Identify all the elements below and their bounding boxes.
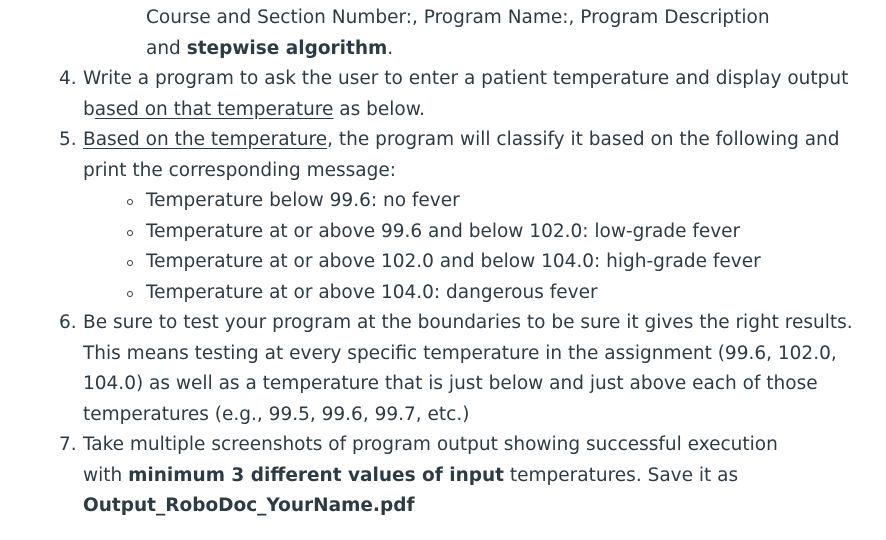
item-number: 7. xyxy=(59,434,77,455)
item-text: as below. xyxy=(333,98,426,120)
item-text: Be sure to test your program at the boundaries to be sure it gives the right results. xyxy=(83,312,853,333)
list-item-6-cont xyxy=(0,369,886,400)
sub-item-text: Temperature at or above 104.0: dangerous fever xyxy=(146,281,598,303)
bold-text: stepwise algorithm xyxy=(186,37,388,59)
item-text: print the corresponding message: xyxy=(83,159,396,181)
sub-item-text: Temperature below 99.6: no fever xyxy=(146,190,460,211)
circle-bullet-icon xyxy=(127,230,133,236)
intro-line-2 xyxy=(0,34,886,65)
assignment-instructions xyxy=(0,3,886,522)
item-text: , the program will classify it based on the following and xyxy=(327,129,840,150)
list-item-7-cont xyxy=(0,491,886,522)
intro-text: . xyxy=(387,37,394,59)
sub-list-item xyxy=(0,186,886,217)
list-item-5 xyxy=(0,125,886,156)
underlined-text: Based on the temperature xyxy=(83,129,328,150)
sub-item-text: Temperature at or above 102.0 and below 104.0: high-grade fever xyxy=(146,251,761,272)
circle-bullet-icon xyxy=(127,260,133,266)
item-text: temperatures. Save it as xyxy=(504,464,739,486)
item-text: This means testing at every specific temperature in the assignment (99.6, 102.0, xyxy=(83,342,837,364)
item-number: 4. xyxy=(59,68,77,89)
intro-text: Course and Section Number:, Program Name:, Program Description xyxy=(146,7,770,28)
item-text: Take multiple screenshots of program output showing successful execution xyxy=(83,434,778,455)
item-text: b xyxy=(83,98,95,120)
intro-line-1 xyxy=(0,3,886,34)
output-filename: Output_RoboDoc_YourName.pdf xyxy=(83,495,415,516)
list-item-4 xyxy=(0,64,886,95)
list-item-6-cont xyxy=(0,339,886,370)
item-text: Write a program to ask the user to enter a patient temperature and display output xyxy=(83,68,849,89)
sub-list-item xyxy=(0,278,886,309)
list-item-5-cont xyxy=(0,156,886,187)
sub-list-item xyxy=(0,247,886,278)
sub-list-item xyxy=(0,217,886,248)
sub-item-text: Temperature at or above 99.6 and below 102.0: low-grade fever xyxy=(146,220,741,242)
list-item-4-cont xyxy=(0,95,886,126)
circle-bullet-icon xyxy=(127,199,133,205)
item-text: temperatures (e.g., 99.5, 99.6, 99.7, etc.) xyxy=(83,403,470,425)
list-item-7 xyxy=(0,430,886,461)
list-item-6-cont xyxy=(0,400,886,431)
underlined-text: ased on that temperature xyxy=(94,98,334,120)
list-item-7-cont xyxy=(0,461,886,492)
item-text: 104.0) as well as a temperature that is just below and just above each of those xyxy=(83,373,818,394)
item-number: 5. xyxy=(59,129,77,150)
circle-bullet-icon xyxy=(127,291,133,297)
item-text: with xyxy=(83,464,129,486)
bold-text: minimum 3 different values of input xyxy=(128,464,505,486)
intro-text: and xyxy=(146,37,187,59)
item-number: 6. xyxy=(59,312,77,333)
list-item-6 xyxy=(0,308,886,339)
